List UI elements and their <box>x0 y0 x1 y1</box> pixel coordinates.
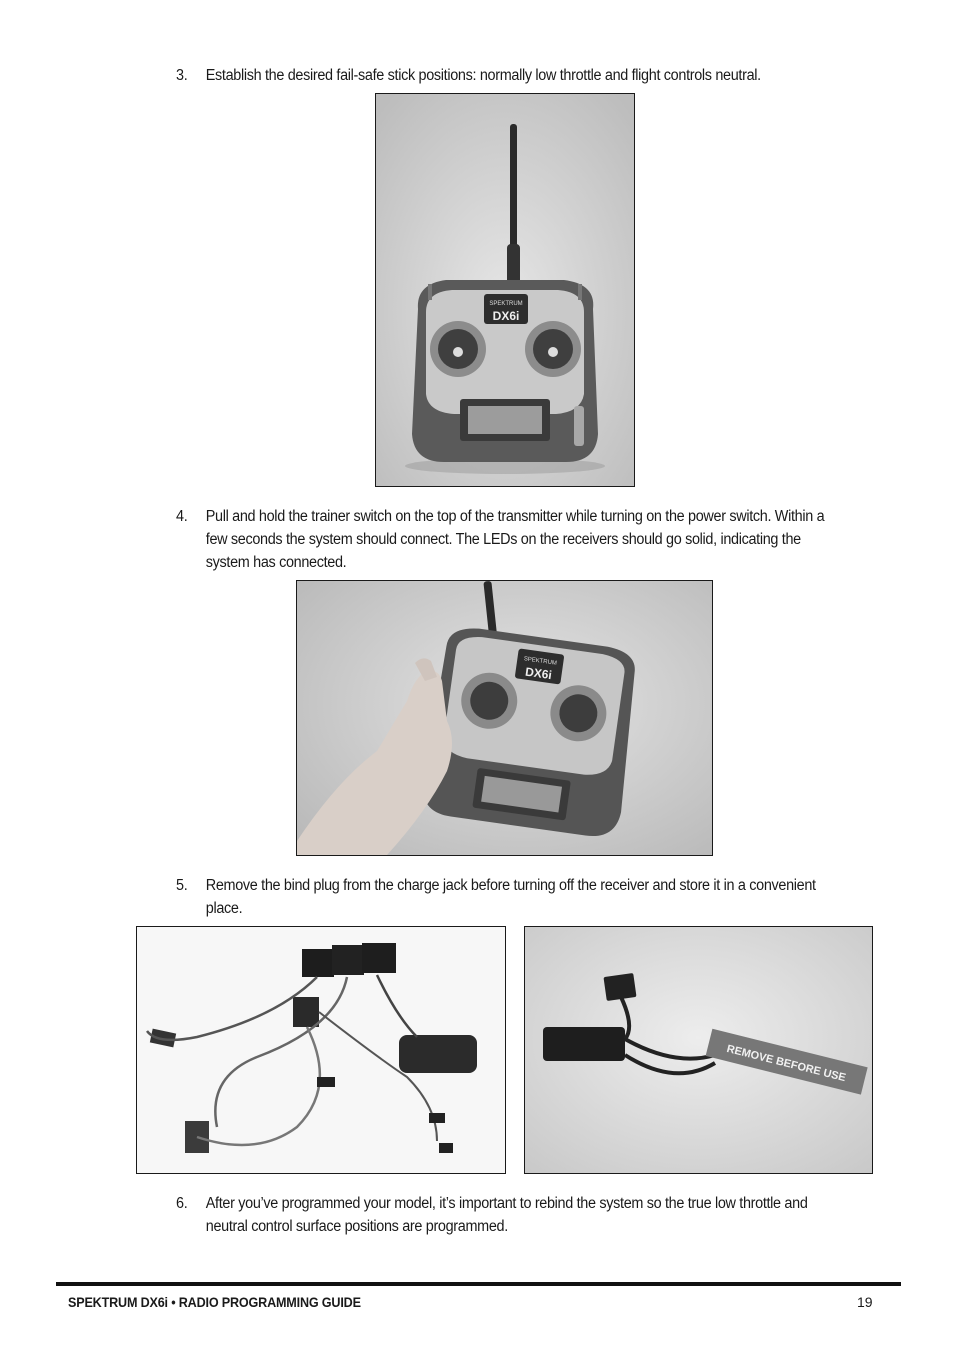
transmitter-photo <box>375 93 635 487</box>
page-number: 19 <box>857 1294 873 1310</box>
transmitter-model-label: DX6i <box>492 309 520 323</box>
step-number: 4. <box>176 508 188 525</box>
hand-transmitter-brand-label: SPEKTRUM <box>523 656 558 667</box>
transmitter-brand-label: SPEKTRUM <box>489 301 523 307</box>
step-text: Establish the desired fail-safe stick positions: normally low throttle and flight controls neutral. <box>205 67 761 84</box>
step-text: Remove the bind plug from the charge jack before turning off the receiver and store it in a convenient place. <box>205 877 816 917</box>
step-text: Pull and hold the trainer switch on the top of the transmitter while turning on the power switch. Within a few seconds the system should connect. The LEDs on the receivers should go solid, indicating the system has connected. <box>205 508 825 571</box>
step-text: After you’ve programmed your model, it’s important to rebind the system so the true low throttle and neutral control surface positions are programmed. <box>205 1195 808 1235</box>
receiver-wiring-photo <box>136 926 506 1174</box>
hand-transmitter-photo <box>296 580 713 856</box>
step-5 <box>176 874 827 920</box>
step-number: 3. <box>176 67 188 84</box>
hand-transmitter-model-label: DX6i <box>524 664 553 683</box>
footer-title: SPEKTRUM DX6i • RADIO PROGRAMMING GUIDE <box>68 1294 361 1310</box>
step-4 <box>176 505 827 574</box>
step-number: 6. <box>176 1195 188 1212</box>
bind-plug-photo <box>524 926 873 1174</box>
step-6 <box>176 1192 827 1238</box>
bind-plug-tag-label: REMOVE BEFORE USE <box>725 1042 847 1085</box>
footer-rule <box>56 1282 901 1286</box>
step-3 <box>176 64 827 87</box>
step-number: 5. <box>176 877 188 894</box>
